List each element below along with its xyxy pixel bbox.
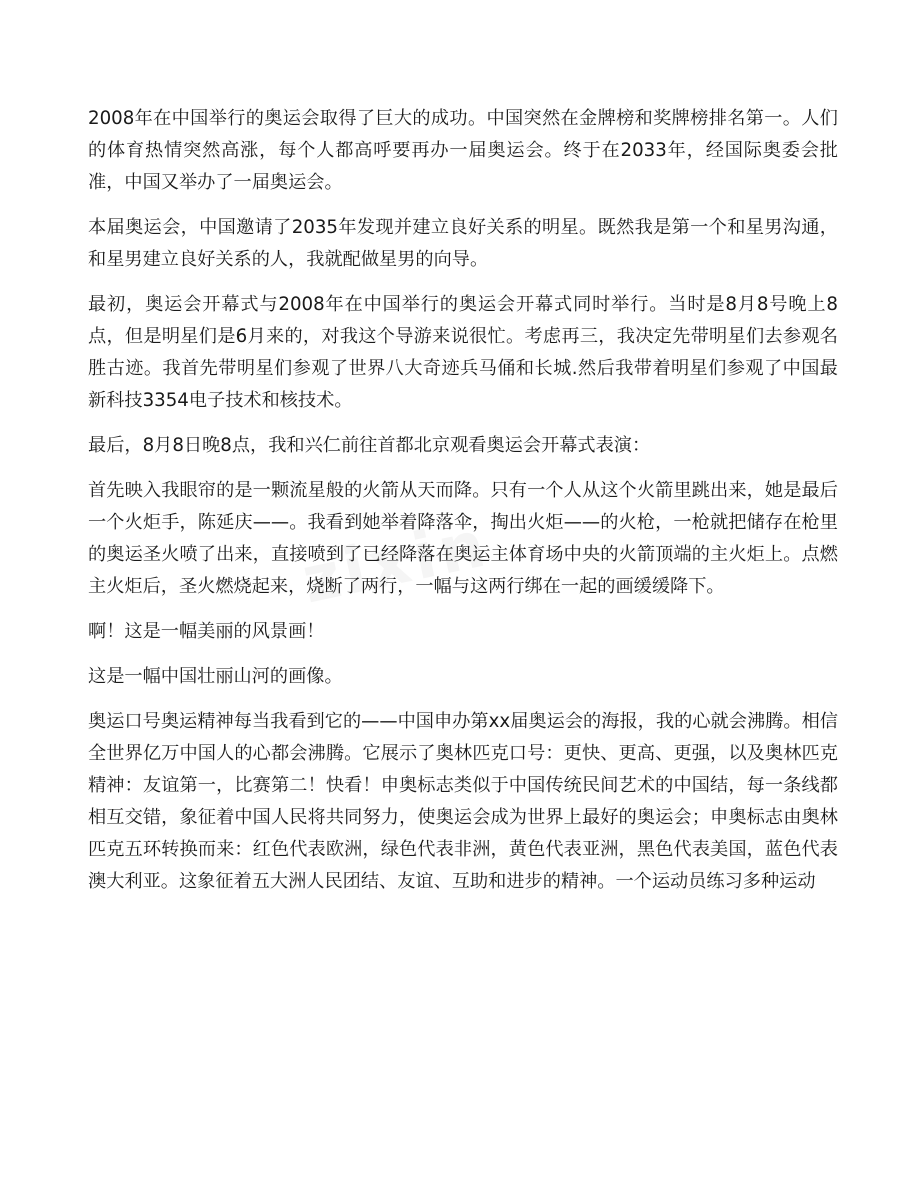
paragraph-3: 最初，奥运会开幕式与2008年在中国举行的奥运会开幕式同时举行。当时是8月8号晚上8点，但是明星们是6月来的，对我这个导游来说很忙。考虑再三，我决定先带明星们去参观名胜古迹。我首先带明星们参观了世界八大奇迹兵马俑和长城.然后我带着明星们参观了中国最新科技3354电子技术和核技术。 <box>88 294 838 411</box>
paragraph-2: 本届奥运会，中国邀请了2035年发现并建立良好关系的明星。既然我是第一个和星男沟通，和星男建立良好关系的人，我就配做星男的向导。 <box>88 217 838 270</box>
document-body <box>88 103 838 911</box>
paragraph-4: 最后，8月8日晚8点，我和兴仁前往首都北京观看奥运会开幕式表演： <box>88 435 651 456</box>
paragraph-6: 啊！这是一幅美丽的风景画！ <box>88 621 325 642</box>
paragraph-5: 首先映入我眼帘的是一颗流星般的火箭从天而降。只有一个人从这个火箭里跳出来，她是最后一个火炬手，陈延庆——。我看到她举着降落伞，掏出火炬——的火枪，一枪就把储存在枪里的奥运圣火喷了出来，直接喷到了已经降落在奥运主体育场中央的火箭顶端的主火炬上。点燃主火炬后，圣火燃烧起来，烧断了两行，一幅与这两行绑在一起的画缓缓降下。 <box>88 480 838 597</box>
paragraph-7: 这是一幅中国壮丽山河的画像。 <box>88 666 343 687</box>
paragraph-8: 奥运口号奥运精神每当我看到它的——中国申办第xx届奥运会的海报，我的心就会沸腾。相信全世界亿万中国人的心都会沸腾。它展示了奥林匹克口号：更快、更高、更强，以及奥林匹克精神：友谊第一，比赛第二！快看！申奥标志类似于中国传统民间艺术的中国结，每一条线都相互交错，象征着中国人民将共同努力，使奥运会成为世界上最好的奥运会；申奥标志由奥林匹克五环转换而来：红色代表欧洲，绿色代表非洲，黄色代表亚洲，黑色代表美国，蓝色代表澳大利亚。这象征着五大洲人民团结、友谊、互助和进步的精神。一个运动员练习多种运动 <box>88 711 838 892</box>
paragraph-1: 2008年在中国举行的奥运会取得了巨大的成功。中国突然在金牌榜和奖牌榜排名第一。人们的体育热情突然高涨，每个人都高呼要再办一届奥运会。终于在2033年，经国际奥委会批准，中国又举办了一届奥运会。 <box>88 108 838 193</box>
